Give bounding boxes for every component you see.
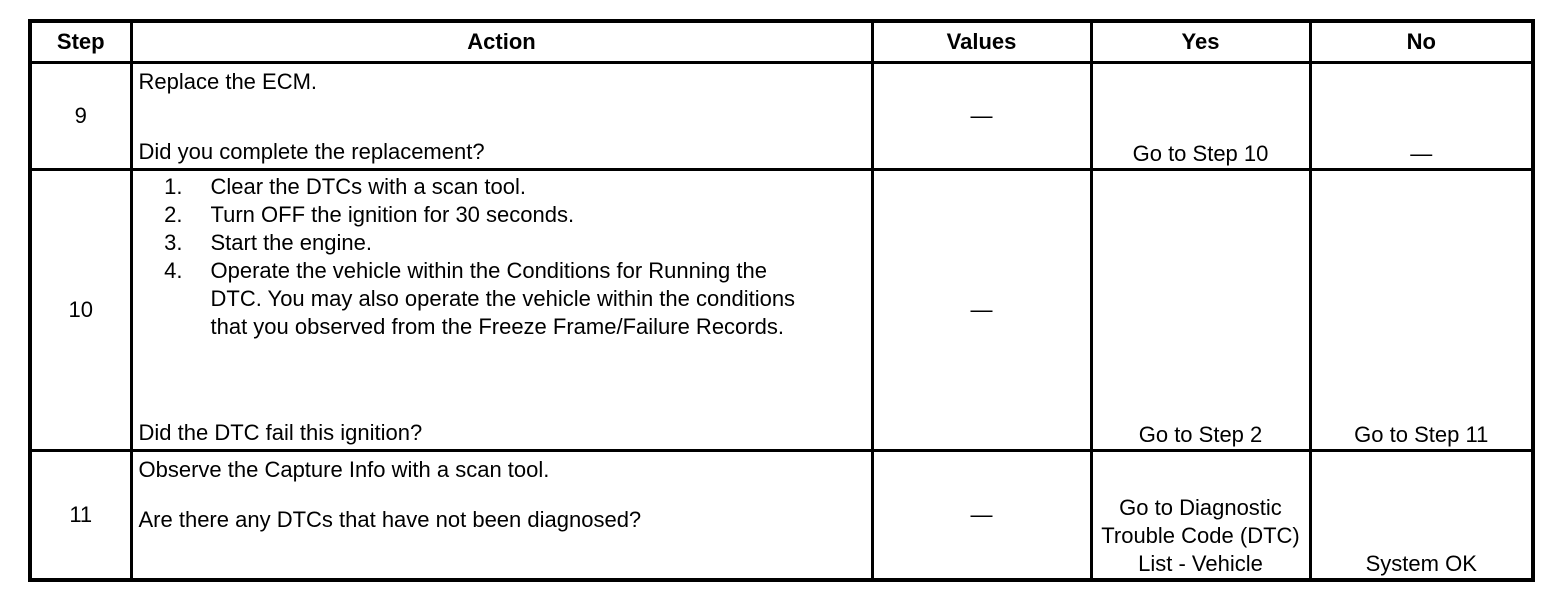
no-cell: System OK (1310, 451, 1533, 581)
action-instruction: Replace the ECM. (138, 69, 318, 94)
values-cell: — (872, 63, 1091, 170)
yes-cell: Go to Diagnostic Trouble Code (DTC) List - Vehicle (1091, 451, 1310, 581)
action-step-text: Operate the vehicle within the Conditions for Running the DTC. You may also operate the vehicle within the conditions that you observed from the Freeze Frame/Failure Records. (210, 258, 796, 339)
action-step-number: 1. (164, 174, 183, 199)
action-step-number: 2. (164, 202, 183, 227)
values-cell: — (872, 170, 1091, 451)
yes-cell: Go to Step 2 (1091, 170, 1310, 451)
action-step-number: 4. (164, 258, 183, 283)
action-step-text: Turn OFF the ignition for 30 seconds. (210, 202, 575, 227)
values-cell: — (872, 451, 1091, 581)
action-cell (131, 451, 872, 581)
header-step: Step (30, 21, 131, 63)
header-yes: Yes (1091, 21, 1310, 63)
action-step-item (139, 229, 865, 257)
header-values: Values (872, 21, 1091, 63)
header-row (30, 21, 1533, 63)
action-step-text: Start the engine. (210, 230, 372, 255)
table-row (30, 63, 1533, 170)
action-question: Did the DTC fail this ignition? (138, 420, 423, 445)
header-action: Action (131, 21, 872, 63)
action-instruction: Observe the Capture Info with a scan tool. (138, 457, 550, 482)
action-step-item (139, 257, 865, 341)
diagnostic-table (28, 19, 1535, 582)
action-question: Are there any DTCs that have not been diagnosed? (138, 507, 642, 532)
no-cell: — (1310, 63, 1533, 170)
step-number: 9 (30, 63, 131, 170)
header-no: No (1310, 21, 1533, 63)
action-question: Did you complete the replacement? (138, 139, 485, 164)
no-cell: Go to Step 11 (1310, 170, 1533, 451)
action-step-text: Clear the DTCs with a scan tool. (210, 174, 526, 199)
action-step-item (139, 173, 865, 201)
action-cell (131, 170, 872, 451)
table-row (30, 170, 1533, 451)
step-number: 10 (30, 170, 131, 451)
table-row (30, 451, 1533, 581)
action-cell (131, 63, 872, 170)
action-step-item (139, 201, 865, 229)
action-step-list (139, 173, 865, 341)
step-number: 11 (30, 451, 131, 581)
yes-cell: Go to Step 10 (1091, 63, 1310, 170)
action-step-number: 3. (164, 230, 183, 255)
